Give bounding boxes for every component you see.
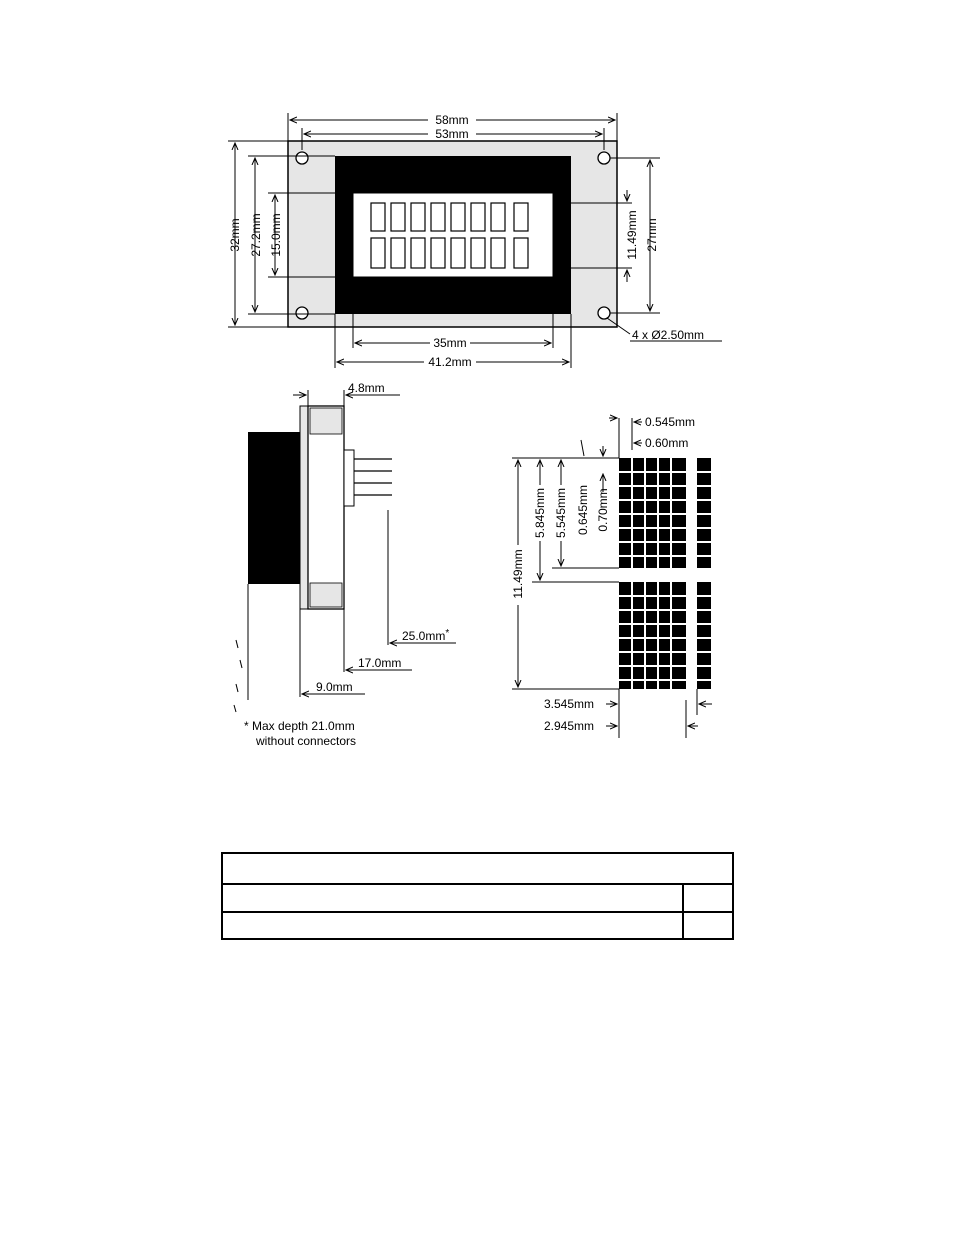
table-cell [223,885,682,912]
dim-depth-17: 17.0mm [358,656,402,670]
table-row [223,911,732,940]
table-header-cell [223,854,732,882]
dim-hole-note: 4 x Ø2.50mm [632,328,705,342]
dim-overall-height: 32mm [228,218,242,252]
connector-pins [354,459,392,495]
dim-hole-spacing-width: 53mm [435,127,469,141]
front-view [228,113,722,369]
dim-char-width-inner: 2.945mm [544,719,595,733]
table-row [223,883,732,912]
mounting-hole [296,152,308,164]
mounting-hole [296,307,308,319]
dim-overall-width: 58mm [435,113,469,127]
table-cell [223,913,682,940]
dim-dot-pitch-w: 0.545mm [645,415,696,429]
dim-char-width: 3.545mm [544,697,595,711]
dim-viewing-width: 35mm [433,336,467,350]
table-cell [682,913,732,940]
spec-table [221,852,734,940]
side-view [234,381,456,748]
dim-viewing-height: 15.0mm [269,213,283,257]
character-detail [511,415,712,738]
dim-pcb-thickness: 4.8mm [348,381,385,395]
dim-depth-25: 25.0mm* [402,628,450,643]
dim-bezel-width: 41.2mm [428,355,472,369]
dim-char-area-height: 11.49mm [625,210,639,260]
char-block-bottom [619,582,686,689]
mounting-hole [598,307,610,319]
dim-hole-spacing-height: 27mm [645,218,659,252]
dim-bezel-height: 27.2mm [249,213,263,257]
dim-char-height-total: 11.49mm [511,549,525,599]
mounting-hole [598,152,610,164]
table-cell [682,885,732,912]
backlight-housing [248,432,300,584]
dim-dot-pitch-w2: 0.60mm [645,436,689,450]
connector-block [344,450,354,506]
dim-char-height-inner: 5.545mm [554,487,568,539]
bezel-side [308,406,344,609]
footnote-connectors: without connectors [256,734,357,748]
dim-depth-9: 9.0mm [316,680,353,694]
pcb-side [300,406,308,609]
char-block-right-bottom [697,582,711,689]
dim-dot-h: 0.645mm [576,484,590,536]
footnote-max-depth: * Max depth 21.0mm [244,719,355,733]
dim-dot-h2: 0.70mm [596,488,610,532]
dim-char-height: 5.845mm [533,487,547,539]
